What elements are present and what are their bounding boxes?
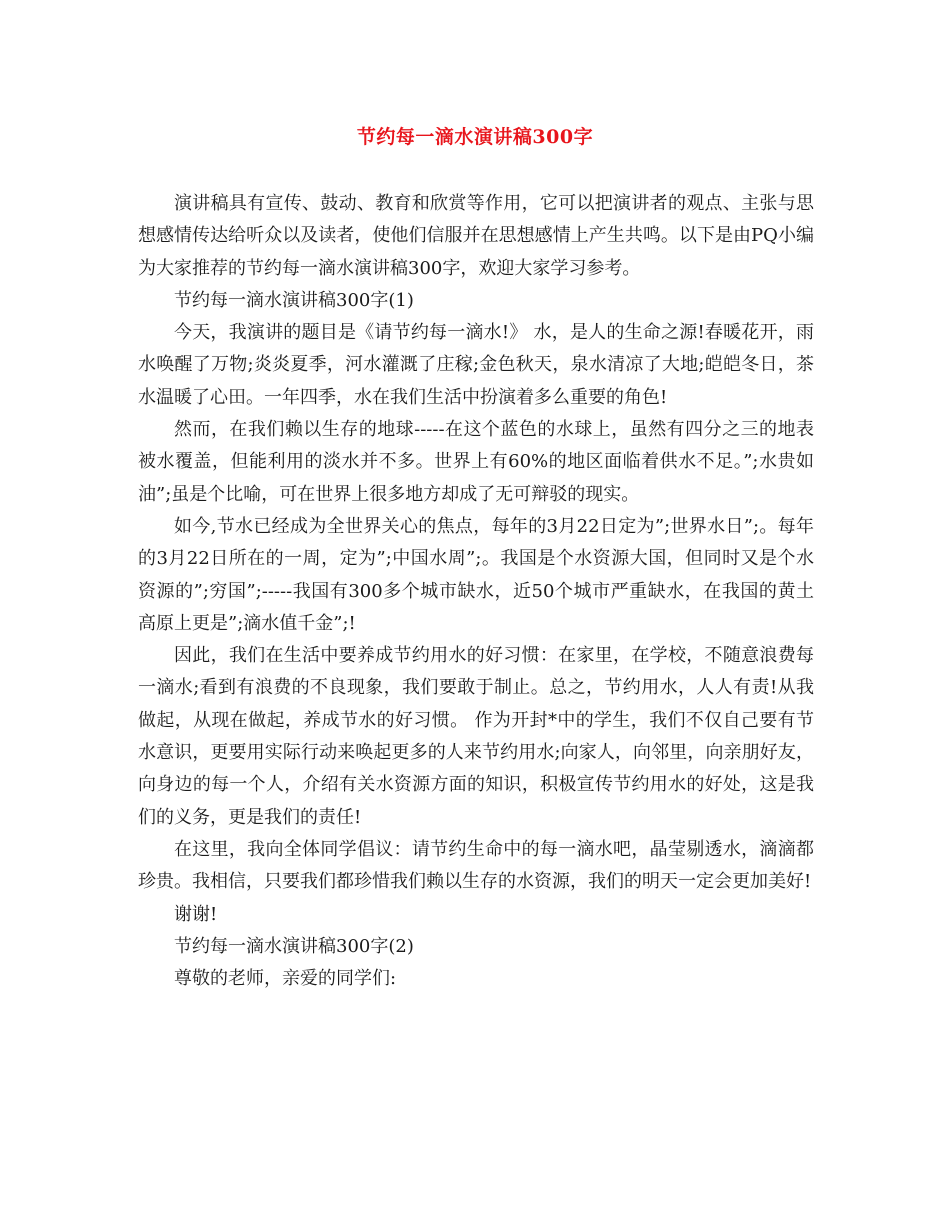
intro-paragraph: 演讲稿具有宣传、鼓动、教育和欣赏等作用，它可以把演讲者的观点、主张与思想感情传达给听众以及读者，使他们信服并在思想感情上产生共鸣。以下是由PQ小编为大家推荐的节约每一滴水演讲稿300字，欢迎大家学习参考。 (138, 193, 814, 279)
speech-paragraph: 今天，我演讲的题目是《请节约每一滴水!》 水，是人的生命之源!春暖花开，雨水唤醒了万物;炎炎夏季，河水灌溉了庄稼;金色秋天，泉水清凉了大地;皑皑冬日，茶水温暖了心田。一年四季，水在我们生活中扮演着多么重要的角色! (138, 322, 814, 408)
greeting-line: 尊敬的老师，亲爱的同学们: (174, 968, 397, 990)
section-heading-1: 节约每一滴水演讲稿300字(1) (174, 289, 414, 311)
speech-paragraph: 因此，我们在生活中要养成节约用水的好习惯：在家里，在学校，不随意浪费每一滴水;看到有浪费的不良现象，我们要敢于制止。总之，节约用水，人人有责!从我做起，从现在做起，养成节水的好习惯。 作为开封*中的学生，我们不仅自己要有节水意识，更要用实际行动来唤起更多的人来节约用水;向家人，向邻里，向亲朋好友，向身边的每一个人，介绍有关水资源方面的知识，积极宣传节约用水的好处，这是我们的义务，更是我们的责任! (138, 645, 814, 828)
speech-paragraph: 在这里，我向全体同学倡议：请节约生命中的每一滴水吧，晶莹剔透水，滴滴都珍贵。我相信，只要我们都珍惜我们赖以生存的水资源，我们的明天一定会更加美好! (138, 838, 814, 893)
speech-paragraph: 然而，在我们赖以生存的地球-----在这个蓝色的水球上，虽然有四分之三的地表被水覆盖，但能利用的淡水并不多。世界上有60%的地区面临着供水不足。”;水贵如油”;虽是个比喻，可在世界上很多地方却成了无可辩驳的现实。 (138, 419, 814, 505)
speech-paragraph: 如今,节水已经成为全世界关心的焦点，每年的3月22日定为”;世界水日”;。每年的3月22日所在的一周，定为”;中国水周”;。我国是个水资源大国，但同时又是个水资源的”;穷国”;-----我国有300多个城市缺水，近50个城市严重缺水，在我国的黄土高原上更是”;滴水值千金”;! (138, 515, 814, 634)
thanks-line: 谢谢! (174, 903, 218, 925)
section-heading-2: 节约每一滴水演讲稿300字(2) (174, 935, 414, 957)
document-body (138, 188, 814, 995)
document-title: 节约每一滴水演讲稿300字 (356, 126, 594, 148)
